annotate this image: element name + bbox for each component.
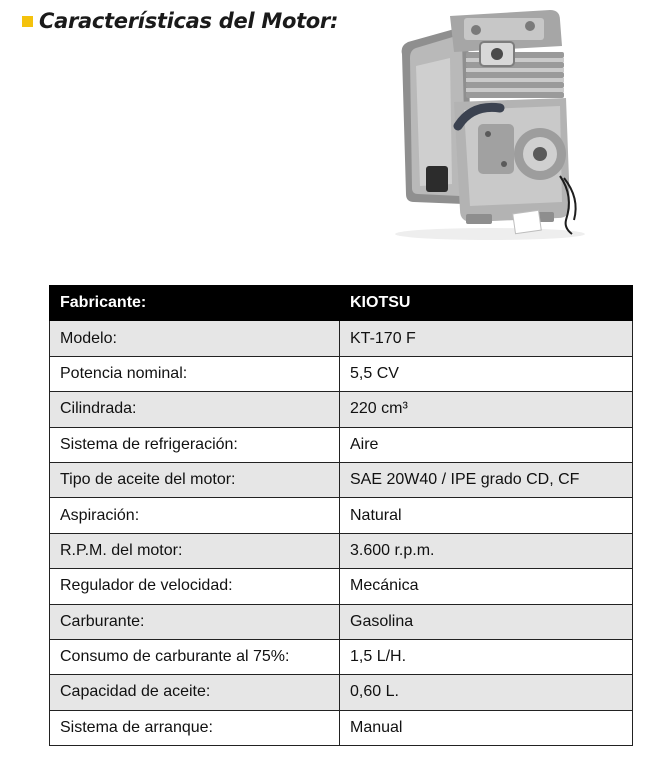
- table-row: [50, 462, 633, 497]
- row-label: Consumo de carburante al 75%:: [50, 639, 340, 674]
- table-header-row: [50, 286, 633, 321]
- row-value: KT-170 F: [340, 321, 633, 356]
- header-value: KIOTSU: [340, 286, 633, 321]
- row-value: 5,5 CV: [340, 356, 633, 391]
- heading-title: Características del Motor:: [39, 9, 339, 33]
- row-value: 3.600 r.p.m.: [340, 533, 633, 568]
- row-value: Aire: [340, 427, 633, 462]
- row-label: Aspiración:: [50, 498, 340, 533]
- row-label: Modelo:: [50, 321, 340, 356]
- table-row: [50, 427, 633, 462]
- table-row: [50, 639, 633, 674]
- table-row: [50, 321, 633, 356]
- header-label: Fabricante:: [50, 286, 340, 321]
- row-label: Capacidad de aceite:: [50, 675, 340, 710]
- row-value: 1,5 L/H.: [340, 639, 633, 674]
- table-row: [50, 675, 633, 710]
- row-label: Tipo de aceite del motor:: [50, 462, 340, 497]
- row-label: Sistema de refrigeración:: [50, 427, 340, 462]
- table-row: [50, 533, 633, 568]
- row-value: Manual: [340, 710, 633, 745]
- row-label: Potencia nominal:: [50, 356, 340, 391]
- row-label: Cilindrada:: [50, 392, 340, 427]
- row-value: 0,60 L.: [340, 675, 633, 710]
- row-value: Mecánica: [340, 569, 633, 604]
- row-value: Natural: [340, 498, 633, 533]
- table-row: [50, 569, 633, 604]
- square-bullet-icon: [22, 16, 33, 27]
- section-heading: [22, 6, 338, 36]
- table-row: [50, 604, 633, 639]
- specs-table: [49, 285, 633, 746]
- row-label: Carburante:: [50, 604, 340, 639]
- table-row: [50, 710, 633, 745]
- table-row: [50, 392, 633, 427]
- row-label: Sistema de arranque:: [50, 710, 340, 745]
- row-value: 220 cm³: [340, 392, 633, 427]
- row-label: Regulador de velocidad:: [50, 569, 340, 604]
- table-row: [50, 498, 633, 533]
- table-row: [50, 356, 633, 391]
- row-label: R.P.M. del motor:: [50, 533, 340, 568]
- engine-image: [380, 6, 590, 242]
- row-value: Gasolina: [340, 604, 633, 639]
- row-value: SAE 20W40 / IPE grado CD, CF: [340, 462, 633, 497]
